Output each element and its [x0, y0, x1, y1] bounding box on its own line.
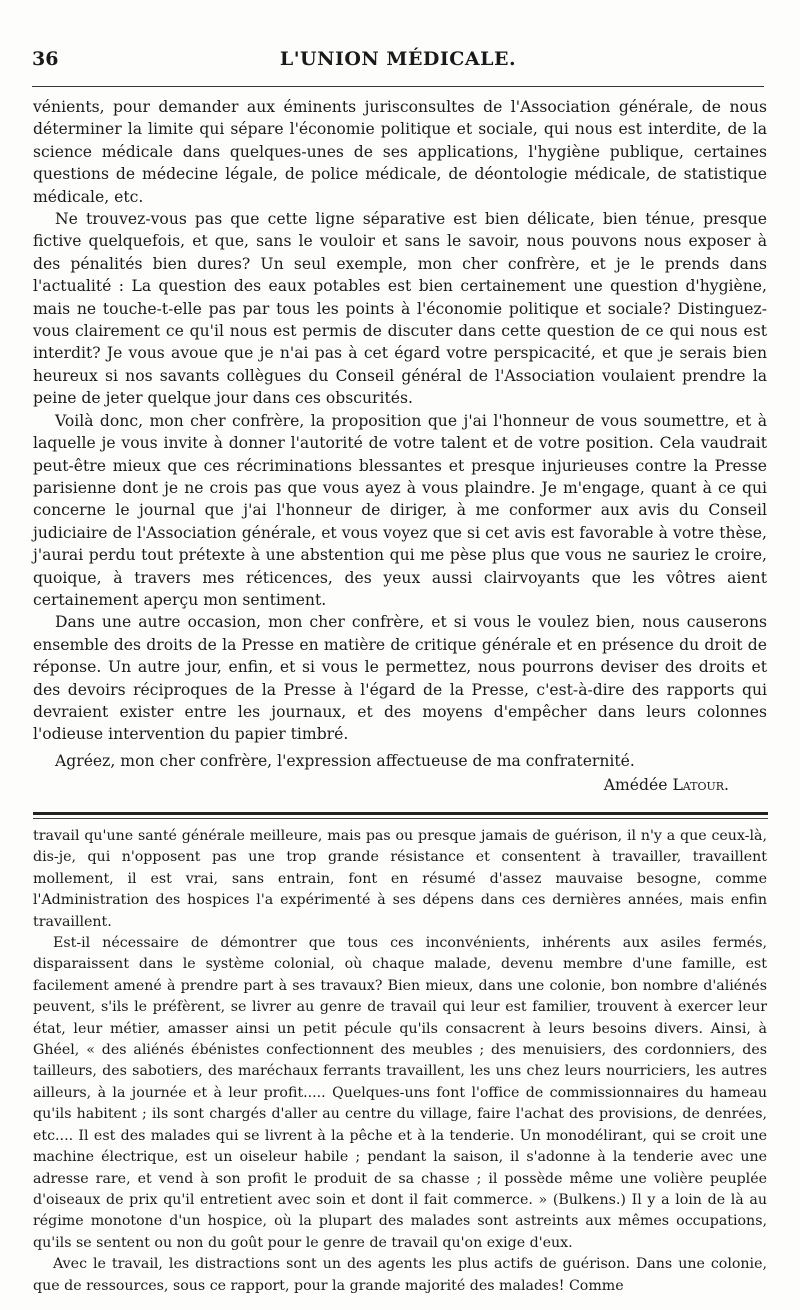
feuilleton-paragraph: Avec le travail, les distractions sont un des agents les plus actifs de guérison. Dans une colonie, que de ressources, sous ce rapport, pour la grande majorité des malades! Comme [33, 1256, 767, 1294]
letter-paragraph: Dans une autre occasion, mon cher confrère, et si vous le voulez bien, nous causerons ensemble des droits de la Presse en matière de critique générale et en présence du droit de réponse. Un autre jour, enfin, et si vous le permettez, nous pourrons deviser des droits et des devoirs réciproques de la Presse à l'égard de la Presse, c'est-à-dire des rapports qui devraient exister entre les journaux, et des moyens d'empêcher dans leurs colonnes l'odieuse intervention du papier timbré. [33, 613, 767, 744]
letter-paragraph: Voilà donc, mon cher confrère, la proposition que j'ai l'honneur de vous soumettre, et à laquelle je vous invite à donner l'autorité de votre talent et de votre position. Cela vaudrait peut-être mieux que ces récriminations blessantes et presque injurieuses contre la Presse parisienne dont je ne crois pas que vous ayez à vous plaindre. Je m'engage, quant à ce qui concerne le journal que j'ai l'honneur de diriger, à me conformer aux avis du Conseil judiciaire de l'Association générale, et vous voyez que si cet avis est favorable à votre thèse, j'aurai perdu tout prétexte à une abstention qui me pèse plus que vous ne sauriez le croire, quoique, à travers mes réticences, des yeux aussi clairvoyants que les vôtres aient certainement aperçu mon sentiment. [33, 411, 767, 609]
page-number: 36 [32, 48, 59, 70]
letter-closing: Agréez, mon cher confrère, l'expression affectueuse de ma confraternité. [55, 751, 635, 770]
signature [33, 774, 767, 796]
letter-paragraph: Ne trouvez-vous pas que cette ligne séparative est bien délicate, bien ténue, presque fictive quelquefois, et que, sans le vouloir et sans le savoir, nous pouvons nous exposer à des pénalités bien dures? Un seul exemple, mon cher confrère, et je le prends dans l'actualité : La question des eaux potables est bien certainement une question d'hygiène, mais ne touche-t-elle pas par tous les points à l'économie politique et sociale? Distinguez-vous clairement ce qu'il nous est permis de discuter dans cette question de ce qui nous est interdit? Je vous avoue que je n'ai pas à cet égard votre perspicacité, et que je serais bien heureux si nos savants collègues du Conseil général de l'Association voulaient prendre la peine de jeter quelque jour dans ces obscurités. [33, 210, 767, 408]
section-separator-thick [33, 812, 768, 815]
feuilleton-section [33, 826, 767, 1297]
page-header [32, 48, 764, 78]
running-head: L'UNION MÉDICALE. [279, 48, 517, 70]
signature-first-name: Amédée [603, 776, 673, 795]
letter-section [33, 96, 767, 796]
signature-surname: Latour. [672, 776, 729, 795]
feuilleton-paragraph: travail qu'une santé générale meilleure, mais pas ou presque jamais de guérison, il n'y a que ceux-là, dis-je, qui n'opposent pas une trop grande résistance et consentent à travailler, travaillent mollement, il est vrai, sans entrain, font en résumé d'assez mauvaise besogne, comme l'Administration des hospices l'a expérimenté à ses dépens dans ces dernières années, mais enfin travaillent. [33, 828, 767, 930]
header-rule [32, 86, 764, 87]
letter-paragraph: vénients, pour demander aux éminents jurisconsultes de l'Association générale, de nous déterminer la limite qui sépare l'économie politique et sociale, qui nous est interdite, de la science médicale dans quelques-unes de ses applications, l'hygiène publique, certaines questions de médecine légale, de police médicale, de déontologie médicale, de statistique médicale, etc. [33, 98, 767, 206]
feuilleton-paragraph: Est-il nécessaire de démontrer que tous ces inconvénients, inhérents aux asiles fermés, disparaissent dans le système colonial, où chaque malade, devenu membre d'une famille, est facilement amené à prendre part à ses travaux? Bien mieux, dans une colonie, bon nombre d'aliénés peuvent, s'ils le préfèrent, se livrer au genre de travail qui leur est familier, trouvent à exercer leur état, leur métier, amasser ainsi un petit pécule qu'ils consacrent à leurs besoins divers. Ainsi, à Ghéel, « des aliénés ébénistes confectionnent des meubles ; des menuisiers, des cordonniers, des tailleurs, des sabotiers, des maréchaux ferrants travaillent, les uns chez leurs nourriciers, les autres ailleurs, à la journée et à leur profit..... Quelques-uns font l'office de commissionnaires du hameau qu'ils habitent ; ils sont chargés d'aller au centre du village, faire l'achat des provisions, de denrées, etc.... Il est des malades qui se livrent à la pêche et à la tenderie. Un monodélirant, qui se croit une machine électrique, est un oiseleur habile ; pendant la saison, il s'adonne à la tenderie avec une adresse rare, et vend à son profit le produit de sa chasse ; il possède même une volière peuplée d'oiseaux de prix qu'il entretient avec soin et dont il fait commerce. » (Bulkens.) Il y a loin de là au régime monotone d'un hospice, où la plupart des malades sont astreints aux mêmes occupations, qu'ils se sentent ou non du goût pour le genre de travail qu'on exige d'eux. [33, 935, 767, 1251]
section-separator-thin [33, 818, 768, 819]
